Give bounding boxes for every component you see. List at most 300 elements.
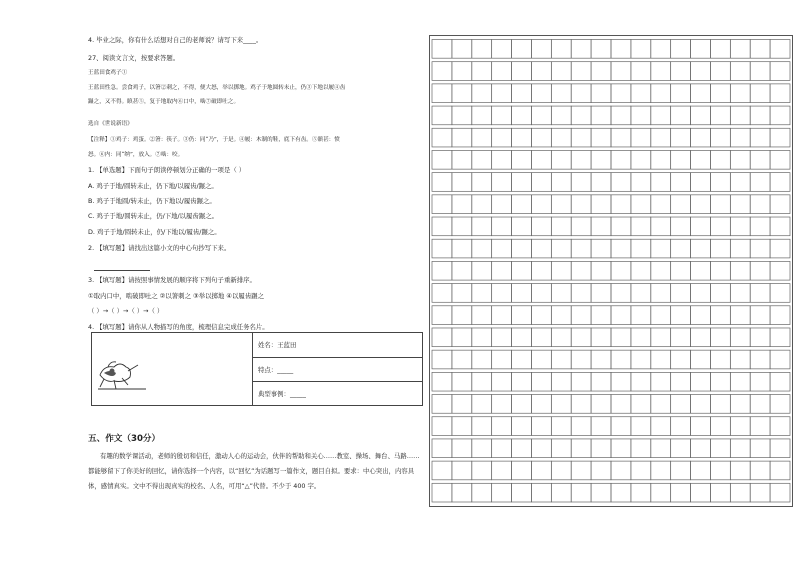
grid-cell — [691, 306, 711, 325]
grid-cell — [432, 62, 452, 81]
grid-cell — [611, 439, 631, 458]
grid-cell — [512, 62, 532, 81]
grid-cell — [730, 461, 750, 480]
grid-cell — [452, 128, 472, 147]
sub-question-1: 1. 【单选题】下面句子朗读停顿划分正确的一项是（ ） — [88, 166, 246, 174]
grid-cell — [730, 84, 750, 103]
grid-cell — [691, 84, 711, 103]
grid-cell — [531, 40, 551, 59]
grid-cell — [432, 439, 452, 458]
grid-cell — [551, 483, 571, 502]
grid-cell — [671, 328, 691, 347]
grid-cell — [710, 106, 730, 125]
grid-cell — [730, 483, 750, 502]
grid-cell — [472, 306, 492, 325]
grid-cell — [551, 217, 571, 236]
grid-cell — [591, 306, 611, 325]
grid-cell — [432, 195, 452, 214]
grid-cell — [472, 62, 492, 81]
grid-cell — [671, 106, 691, 125]
grid-cell — [770, 128, 790, 147]
grid-cell — [651, 284, 671, 303]
grid-cell — [770, 372, 790, 391]
grid-cell — [591, 439, 611, 458]
grid-cell — [631, 372, 651, 391]
grid-cell — [671, 173, 691, 192]
grid-cell — [730, 261, 750, 280]
grid-cell — [750, 128, 770, 147]
grid-cell — [432, 328, 452, 347]
grid-cell — [591, 62, 611, 81]
grid-cell — [571, 461, 591, 480]
grid-cell — [691, 261, 711, 280]
grid-cell — [710, 173, 730, 192]
grid-cell — [631, 417, 651, 436]
answer-blank-line — [94, 270, 150, 271]
grid-cell — [631, 239, 651, 258]
grid-cell — [750, 239, 770, 258]
grid-cell — [512, 306, 532, 325]
grid-cell — [691, 195, 711, 214]
grid-cell — [631, 439, 651, 458]
grid-cell — [671, 350, 691, 369]
grid-cell — [770, 261, 790, 280]
grid-cell — [631, 173, 651, 192]
grid-cell — [750, 150, 770, 169]
grid-cell — [631, 84, 651, 103]
grid-cell — [750, 284, 770, 303]
grid-cell — [611, 84, 631, 103]
grid-cell — [432, 417, 452, 436]
grid-cell — [730, 195, 750, 214]
grid-cell — [472, 106, 492, 125]
sub-question-4: 4. 【填写题】请你从人物描写的角度，梳理信息完成任务名片。 — [88, 323, 269, 331]
grid-cell — [551, 150, 571, 169]
grid-cell — [452, 84, 472, 103]
grid-cell — [432, 173, 452, 192]
grid-cell — [651, 195, 671, 214]
grid-cell — [730, 128, 750, 147]
grid-cell — [472, 84, 492, 103]
grid-cell — [750, 62, 770, 81]
grid-cell — [770, 439, 790, 458]
grid-cell — [730, 350, 750, 369]
grid-cell — [452, 328, 472, 347]
grid-cell — [512, 284, 532, 303]
grid-cell — [631, 106, 651, 125]
grid-cell — [531, 150, 551, 169]
grid-cell — [611, 483, 631, 502]
eating-egg-sketch — [92, 333, 252, 405]
grid-cell — [750, 173, 770, 192]
grid-cell — [631, 395, 651, 414]
grid-cell — [611, 372, 631, 391]
grid-cell — [512, 84, 532, 103]
grid-cell — [452, 417, 472, 436]
grid-cell — [591, 395, 611, 414]
grid-cell — [512, 173, 532, 192]
grid-cell — [750, 439, 770, 458]
grid-cell — [631, 62, 651, 81]
grid-cell — [770, 284, 790, 303]
grid-cell — [710, 417, 730, 436]
grid-cell — [571, 150, 591, 169]
grid-cell — [691, 150, 711, 169]
grid-cell — [750, 372, 770, 391]
grid-cell — [691, 284, 711, 303]
grid-cell — [472, 239, 492, 258]
grid-cell — [651, 372, 671, 391]
grid-cell — [591, 40, 611, 59]
grid-cell — [631, 40, 651, 59]
grid-cell — [432, 350, 452, 369]
grid-cell — [432, 372, 452, 391]
grid-cell — [671, 483, 691, 502]
grid-cell — [671, 417, 691, 436]
grid-cell — [730, 417, 750, 436]
grid-cell — [531, 239, 551, 258]
sub-question-2: 2. 【填写题】请找出这篇小文的中心句抄写下来。 — [88, 244, 231, 252]
grid-cell — [710, 40, 730, 59]
grid-cell — [631, 261, 651, 280]
grid-cell — [671, 62, 691, 81]
sub-question-3: 3. 【填写题】请按照事情发展的顺序将下列句子重新排序。 — [88, 276, 256, 284]
grid-cell — [651, 239, 671, 258]
grid-cell — [611, 461, 631, 480]
sub3-items: ①取内口中，啮破即吐之 ②以箸刺之 ③举以掷地 ④以履齿蹍之 — [88, 292, 264, 300]
grid-cell — [472, 217, 492, 236]
grid-cell — [730, 217, 750, 236]
grid-cell — [492, 106, 512, 125]
grid-cell — [750, 461, 770, 480]
grid-cell — [651, 439, 671, 458]
grid-cell — [591, 128, 611, 147]
q27-title: 27、阅读文言文，按要求答题。 — [88, 54, 180, 62]
grid-cell — [492, 261, 512, 280]
grid-cell — [452, 239, 472, 258]
grid-cell — [492, 195, 512, 214]
grid-cell — [631, 461, 651, 480]
grid-cell — [631, 195, 651, 214]
grid-cell — [691, 328, 711, 347]
grid-cell — [591, 483, 611, 502]
grid-cell — [492, 306, 512, 325]
grid-cell — [512, 150, 532, 169]
grid-cell — [710, 150, 730, 169]
grid-cell — [631, 350, 651, 369]
grid-cell — [750, 217, 770, 236]
grid-cell — [492, 84, 512, 103]
grid-cell — [591, 350, 611, 369]
grid-cell — [691, 372, 711, 391]
grid-cell — [770, 306, 790, 325]
notes-1: 【注释】①鸡子：鸡蛋。②箸：筷子。③仍：同“乃”，于是。④履：木制的鞋，底下有齿。⑤瞋甚：愤 — [88, 137, 340, 143]
grid-cell — [651, 395, 671, 414]
grid-cell — [591, 417, 611, 436]
writing-grid — [429, 35, 793, 507]
grid-cell — [432, 261, 452, 280]
grid-cell — [770, 217, 790, 236]
grid-cell — [730, 106, 750, 125]
grid-cell — [492, 417, 512, 436]
grid-cell — [492, 40, 512, 59]
grid-cell — [432, 150, 452, 169]
grid-cell — [750, 417, 770, 436]
grid-cell — [770, 195, 790, 214]
grid-cell — [671, 150, 691, 169]
grid-cell — [512, 328, 532, 347]
grid-cell — [750, 306, 770, 325]
grid-cell — [770, 483, 790, 502]
grid-cell — [512, 195, 532, 214]
grid-cell — [571, 261, 591, 280]
grid-cell — [631, 128, 651, 147]
grid-cell — [571, 128, 591, 147]
grid-cell — [512, 350, 532, 369]
grid-cell — [452, 395, 472, 414]
grid-cell — [512, 261, 532, 280]
grid-cell — [691, 350, 711, 369]
grid-cell — [512, 106, 532, 125]
grid-cell — [492, 372, 512, 391]
grid-cell — [472, 439, 492, 458]
grid-cell — [432, 483, 452, 502]
grid-cell — [551, 439, 571, 458]
grid-cell — [492, 328, 512, 347]
grid-cell — [531, 439, 551, 458]
grid-cell — [750, 483, 770, 502]
grid-cell — [531, 284, 551, 303]
grid-cell — [512, 217, 532, 236]
grid-cell — [551, 395, 571, 414]
grid-cell — [531, 328, 551, 347]
grid-cell — [531, 217, 551, 236]
grid-cell — [452, 350, 472, 369]
grid-cell — [472, 461, 492, 480]
grid-cell — [551, 350, 571, 369]
grid-cell — [691, 461, 711, 480]
grid-cell — [571, 417, 591, 436]
grid-cell — [472, 40, 492, 59]
grid-cell — [671, 306, 691, 325]
grid-cell — [770, 328, 790, 347]
grid-cell — [611, 306, 631, 325]
grid-cell — [512, 439, 532, 458]
grid-cell — [551, 461, 571, 480]
grid-cell — [770, 173, 790, 192]
grid-cell — [531, 195, 551, 214]
grid-cell — [770, 62, 790, 81]
grid-cell — [551, 306, 571, 325]
essay-prompt — [88, 449, 424, 494]
grid-cell — [531, 84, 551, 103]
grid-cell — [671, 261, 691, 280]
grid-cell — [531, 173, 551, 192]
grid-cell — [432, 461, 452, 480]
grid-cell — [710, 483, 730, 502]
grid-cell — [611, 417, 631, 436]
grid-cell — [472, 372, 492, 391]
grid-cell — [452, 150, 472, 169]
grid-cell — [770, 84, 790, 103]
grid-cell — [631, 217, 651, 236]
grid-cell — [452, 40, 472, 59]
grid-cell — [551, 195, 571, 214]
grid-cell — [551, 328, 571, 347]
grid-cell — [571, 439, 591, 458]
grid-cell — [591, 106, 611, 125]
option-b: B. 鸡子于地圆/转未止，仍下地以/履齿蹍之。 — [88, 197, 216, 205]
grid-cell — [492, 239, 512, 258]
poem-text-1: 王蓝田性急。尝食鸡子，以箸②刺之，不得，便大怒，举以掷地。鸡子于地圆转未止，仍③下地以履④齿 — [88, 85, 346, 91]
grid-cell — [452, 439, 472, 458]
grid-cell — [691, 395, 711, 414]
grid-cell — [611, 40, 631, 59]
grid-cell — [651, 62, 671, 81]
grid-cell — [492, 217, 512, 236]
grid-cell — [691, 128, 711, 147]
grid-cell — [472, 417, 492, 436]
grid-cell — [551, 84, 571, 103]
grid-cell — [492, 284, 512, 303]
grid-cell — [472, 195, 492, 214]
grid-cell — [730, 328, 750, 347]
grid-cell — [452, 306, 472, 325]
option-c: C. 鸡子于地/圆转未止，仍/下地/以履齿蹍之。 — [88, 212, 219, 220]
grid-cell — [591, 284, 611, 303]
grid-cell — [730, 306, 750, 325]
grid-cell — [432, 306, 452, 325]
grid-cell — [750, 84, 770, 103]
grid-cell — [611, 150, 631, 169]
grid-cell — [452, 173, 472, 192]
grid-cell — [531, 372, 551, 391]
grid-cell — [730, 284, 750, 303]
grid-cell — [631, 483, 651, 502]
grid-cell — [730, 439, 750, 458]
grid-cell — [770, 106, 790, 125]
character-illustration — [92, 333, 253, 405]
grid-cell — [750, 195, 770, 214]
grid-cell — [691, 173, 711, 192]
grid-cell — [432, 106, 452, 125]
grid-cell — [531, 395, 551, 414]
grid-cell — [551, 417, 571, 436]
grid-cell — [671, 217, 691, 236]
grid-cell — [651, 217, 671, 236]
grid-cell — [730, 372, 750, 391]
grid-cell — [472, 395, 492, 414]
grid-cell — [770, 417, 790, 436]
grid-cell — [492, 439, 512, 458]
grid-cell — [531, 261, 551, 280]
notes-2: 怒。⑥内：同“纳”，放入。⑦啮：咬。 — [88, 152, 184, 158]
grid-cell — [571, 350, 591, 369]
grid-cell — [671, 84, 691, 103]
grid-cell — [770, 40, 790, 59]
grid-cell — [651, 40, 671, 59]
grid-cell — [710, 261, 730, 280]
grid-cell — [710, 461, 730, 480]
grid-cell — [492, 395, 512, 414]
grid-cell — [671, 239, 691, 258]
grid-cell — [492, 173, 512, 192]
grid-cell — [591, 84, 611, 103]
grid-cell — [730, 173, 750, 192]
grid-cell — [551, 372, 571, 391]
grid-cell — [651, 106, 671, 125]
grid-cell — [432, 40, 452, 59]
grid-cell — [631, 150, 651, 169]
grid-cell — [571, 284, 591, 303]
grid-cell — [591, 261, 611, 280]
grid-cell — [512, 40, 532, 59]
card-trait: 特点：_____ — [253, 357, 422, 381]
grid-cell — [571, 195, 591, 214]
grid-cell — [611, 128, 631, 147]
source-line: 选自《世说新语》 — [88, 121, 133, 127]
character-card — [91, 332, 423, 406]
grid-cell — [452, 195, 472, 214]
grid-cell — [770, 150, 790, 169]
grid-cell — [531, 461, 551, 480]
grid-cell — [512, 461, 532, 480]
grid-cell — [671, 284, 691, 303]
grid-cell — [432, 84, 452, 103]
grid-cell — [691, 417, 711, 436]
grid-cell — [512, 128, 532, 147]
grid-cell — [651, 306, 671, 325]
grid-cell — [531, 106, 551, 125]
grid-cell — [611, 106, 631, 125]
grid-cell — [651, 173, 671, 192]
grid-cell — [531, 306, 551, 325]
grid-cell — [591, 239, 611, 258]
q4-top: 4. 毕业之际，你有什么话想对自己的老师说？请写下来____。 — [88, 36, 263, 44]
grid-cell — [432, 239, 452, 258]
grid-cell — [691, 239, 711, 258]
grid-cell — [492, 150, 512, 169]
grid-cell — [651, 150, 671, 169]
grid-cell — [651, 261, 671, 280]
grid-cell — [531, 128, 551, 147]
grid-cell — [710, 328, 730, 347]
grid-cell — [492, 350, 512, 369]
grid-cell — [710, 306, 730, 325]
grid-cell — [472, 150, 492, 169]
grid-cell — [551, 284, 571, 303]
grid-cell — [671, 439, 691, 458]
grid-cell — [710, 239, 730, 258]
grid-cell — [492, 128, 512, 147]
grid-cell — [591, 461, 611, 480]
grid-cell — [531, 417, 551, 436]
grid-cell — [611, 62, 631, 81]
grid-cell — [651, 350, 671, 369]
grid-cell — [710, 395, 730, 414]
grid-cell — [611, 217, 631, 236]
grid-cell — [750, 106, 770, 125]
grid-cell — [591, 150, 611, 169]
grid-cell — [512, 417, 532, 436]
grid-cell — [710, 372, 730, 391]
grid-cell — [571, 173, 591, 192]
grid-cell — [611, 284, 631, 303]
grid-cell — [651, 461, 671, 480]
grid-cell — [591, 372, 611, 391]
grid-cell — [571, 84, 591, 103]
grid-cell — [472, 284, 492, 303]
